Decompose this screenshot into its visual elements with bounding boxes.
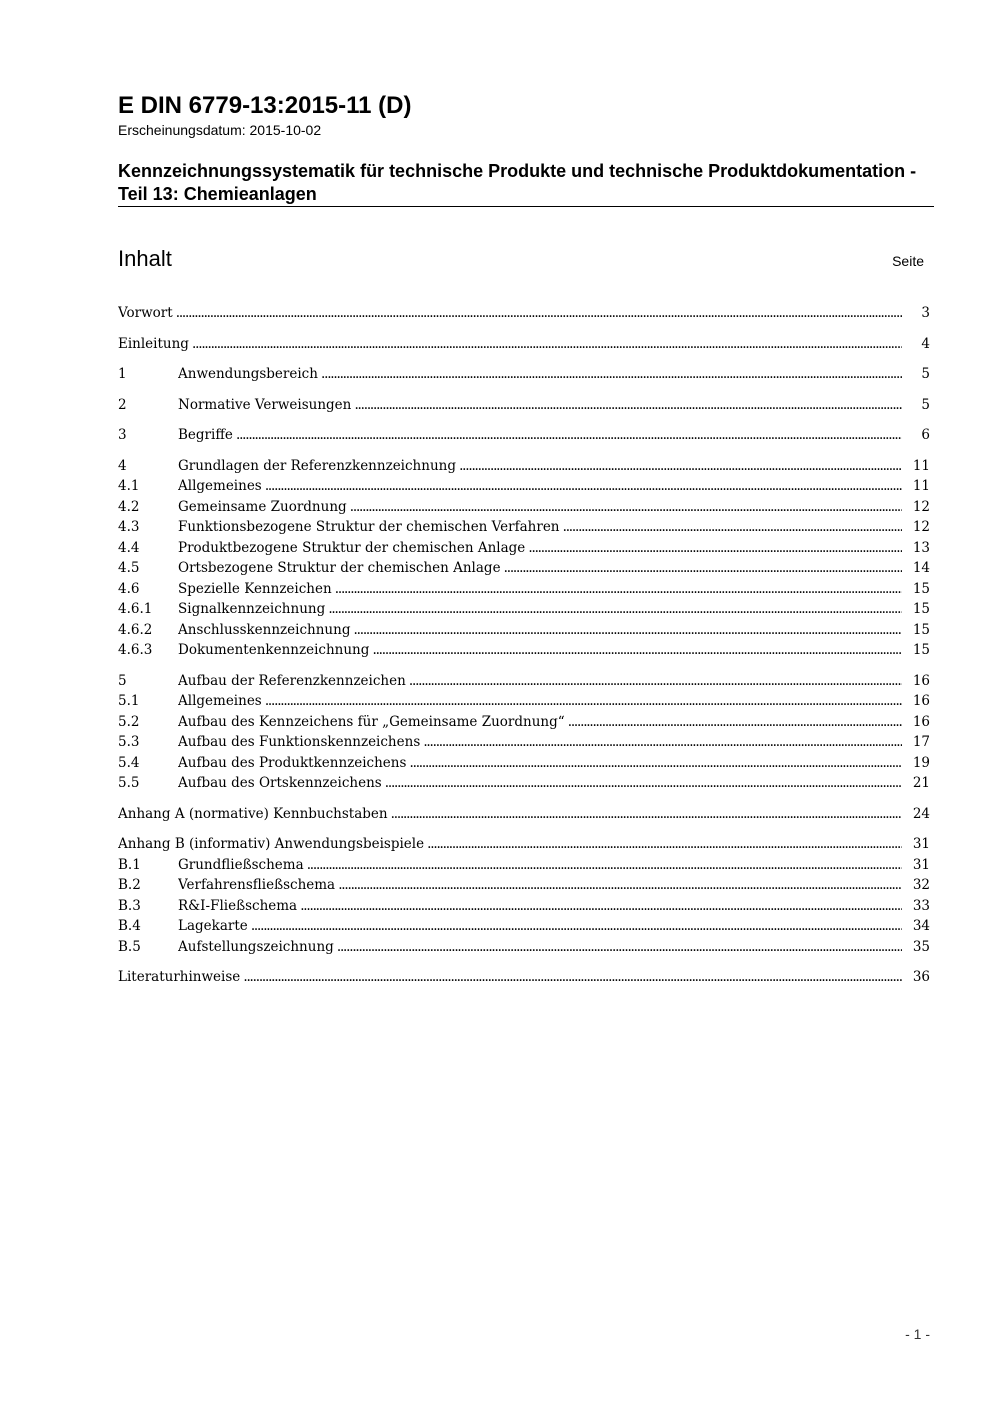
toc-entry-page: 21	[912, 775, 930, 791]
toc-entry-page: 5	[921, 366, 930, 382]
toc-entry[interactable]	[118, 855, 930, 876]
toc-entry[interactable]	[118, 425, 930, 446]
toc-entry-label: Aufbau des Funktionskennzeichens .....	[178, 732, 902, 752]
toc-entry[interactable]	[118, 712, 930, 733]
toc-entry[interactable]	[118, 834, 930, 855]
toc-entry-page: 12	[912, 498, 930, 515]
toc-entry[interactable]	[118, 558, 930, 579]
toc-entry[interactable]	[118, 640, 930, 661]
toc-entry[interactable]	[118, 579, 930, 600]
toc-entry-page: 32	[912, 877, 930, 893]
footer-page-number: - 1 -	[905, 1326, 930, 1342]
toc-entry[interactable]	[118, 804, 930, 825]
toc-entry-number: 4.6	[118, 580, 140, 597]
toc-entry-page: 11	[912, 478, 930, 494]
toc-entry-label: Normative Verweisungen .....	[178, 395, 902, 415]
toc-entry[interactable]	[118, 538, 930, 559]
toc-entry-page: 19	[912, 754, 930, 771]
toc-entry-page: 35	[912, 938, 930, 955]
toc-entry-number: 4.3	[118, 519, 140, 535]
document-title: Kennzeichnungssystematik für technische Produkte und technische Produktdokumentation - Teil 13: Chemieanlagen	[118, 161, 917, 204]
toc-entry-page: 16	[912, 672, 930, 689]
toc-entry-label: Vorwort .....	[118, 303, 902, 323]
toc-entry[interactable]	[118, 599, 930, 620]
toc-entry-page: 17	[912, 734, 930, 750]
toc-entry[interactable]	[118, 517, 930, 538]
toc-entry[interactable]	[118, 896, 930, 917]
toc-entry[interactable]	[118, 691, 930, 712]
table-of-contents	[118, 303, 930, 988]
toc-entry-number: 5.1	[118, 693, 140, 709]
toc-entry-page: 31	[912, 836, 930, 852]
toc-entry[interactable]	[118, 753, 930, 774]
toc-entry[interactable]	[118, 773, 930, 794]
toc-entry[interactable]	[118, 303, 930, 324]
toc-entry-number: 2	[118, 396, 127, 413]
toc-entry-label: Anwendungsbereich .....	[178, 364, 902, 384]
toc-entry-number: B.5	[118, 938, 141, 955]
toc-entry-number: B.1	[118, 856, 141, 873]
toc-entry-page: 16	[912, 693, 930, 709]
toc-entry-label: Gemeinsame Zuordnung .....	[178, 497, 902, 517]
toc-entry-label: Grundfließschema .....	[178, 855, 902, 875]
toc-entry[interactable]	[118, 875, 930, 896]
toc-entry-page: 11	[912, 457, 930, 474]
toc-entry-number: B.3	[118, 897, 141, 914]
toc-entry-label: Allgemeines .....	[178, 476, 902, 496]
toc-entry[interactable]	[118, 456, 930, 477]
toc-entry-number: 5	[118, 672, 127, 689]
toc-entry-number: 4.6.1	[118, 601, 153, 617]
toc-entry-page: 34	[912, 918, 930, 934]
toc-entry-label: Grundlagen der Referenzkennzeichnung .....	[178, 456, 902, 476]
toc-entry-number: 4.1	[118, 478, 140, 494]
toc-entry-number: 3	[118, 427, 127, 443]
toc-entry[interactable]	[118, 476, 930, 497]
toc-heading: Inhalt	[118, 246, 172, 271]
toc-entry-number: B.2	[118, 877, 141, 893]
toc-entry-number: 4.2	[118, 498, 140, 515]
toc-entry-page: 6	[921, 427, 930, 443]
toc-entry-label: Produktbezogene Struktur der chemischen Anlage .....	[178, 538, 902, 558]
toc-entry-page: 4	[921, 335, 930, 352]
toc-entry-page: 31	[912, 856, 930, 873]
toc-entry[interactable]	[118, 967, 930, 988]
toc-entry-page: 3	[921, 305, 930, 321]
toc-entry-number: 5.5	[118, 775, 140, 791]
toc-entry-label: Funktionsbezogene Struktur der chemischen Verfahren .....	[178, 517, 902, 537]
toc-entry-label: Ortsbezogene Struktur der chemischen Anlage .....	[178, 558, 902, 578]
toc-entry-number: 4.6.2	[118, 621, 153, 638]
toc-entry[interactable]	[118, 620, 930, 641]
toc-entry-label: R&I-Fließschema .....	[178, 896, 902, 916]
toc-entry-label: Anhang A (normative) Kennbuchstaben .....	[118, 804, 902, 824]
toc-entry-page: 36	[912, 969, 930, 985]
toc-entry-label: Signalkennzeichnung .....	[178, 599, 902, 619]
toc-entry-number: 4.5	[118, 560, 140, 576]
toc-entry-label: Lagekarte .....	[178, 916, 902, 936]
toc-entry-page: 16	[912, 713, 930, 730]
toc-entry-label: Aufbau der Referenzkennzeichen .....	[178, 671, 902, 691]
toc-entry-label: Anschlusskennzeichnung .....	[178, 620, 902, 640]
toc-entry-label: Aufbau des Kennzeichens für „Gemeinsame Zuordnung“ .....	[178, 712, 902, 732]
toc-entry[interactable]	[118, 916, 930, 937]
page-column-label: Seite	[892, 253, 924, 269]
toc-entry-number: 5.3	[118, 734, 140, 750]
toc-entry-label: Verfahrensfließschema .....	[178, 875, 902, 895]
toc-entry-page: 14	[912, 560, 930, 576]
toc-entry-label: Aufbau des Produktkennzeichens .....	[178, 753, 902, 773]
toc-entry-number: 5.2	[118, 713, 140, 730]
toc-entry-label: Einleitung .....	[118, 334, 902, 354]
toc-entry-page: 5	[921, 396, 930, 413]
toc-entry-number: 4.4	[118, 539, 140, 556]
toc-entry-label: Dokumentenkennzeichnung .....	[178, 640, 902, 660]
toc-entry-number: 4	[118, 457, 127, 474]
publication-date: Erscheinungsdatum: 2015-10-02	[118, 122, 322, 138]
toc-entry[interactable]	[118, 497, 930, 518]
toc-entry-page: 15	[912, 642, 930, 658]
toc-entry-number: 1	[118, 366, 127, 382]
toc-entry-number: 4.6.3	[118, 642, 153, 658]
toc-entry[interactable]	[118, 334, 930, 355]
toc-entry-label: Allgemeines .....	[178, 691, 902, 711]
document-id: E DIN 6779-13:2015-11 (D)	[118, 92, 412, 119]
toc-entry[interactable]	[118, 671, 930, 692]
toc-entry-page: 24	[912, 805, 930, 822]
toc-entry-number: B.4	[118, 918, 141, 934]
toc-entry[interactable]	[118, 937, 930, 958]
toc-entry[interactable]	[118, 732, 930, 753]
toc-entry-page: 12	[912, 519, 930, 535]
toc-entry-label: Anhang B (informativ) Anwendungsbeispiele .....	[118, 834, 902, 854]
toc-entry-label: Literaturhinweise .....	[118, 967, 902, 987]
title-divider	[118, 206, 934, 207]
toc-entry-page: 13	[912, 539, 930, 556]
toc-entry-page: 33	[912, 897, 930, 914]
toc-entry-label: Begriffe .....	[178, 425, 902, 445]
toc-entry-page: 15	[912, 601, 930, 617]
toc-entry-label: Aufbau des Ortskennzeichens .....	[178, 773, 902, 793]
toc-entry-label: Aufstellungszeichnung .....	[178, 937, 902, 957]
toc-entry[interactable]	[118, 364, 930, 385]
toc-entry-page: 15	[912, 580, 930, 597]
toc-entry[interactable]	[118, 395, 930, 416]
toc-entry-number: 5.4	[118, 754, 140, 771]
toc-entry-label: Spezielle Kennzeichen .....	[178, 579, 902, 599]
toc-entry-page: 15	[912, 621, 930, 638]
